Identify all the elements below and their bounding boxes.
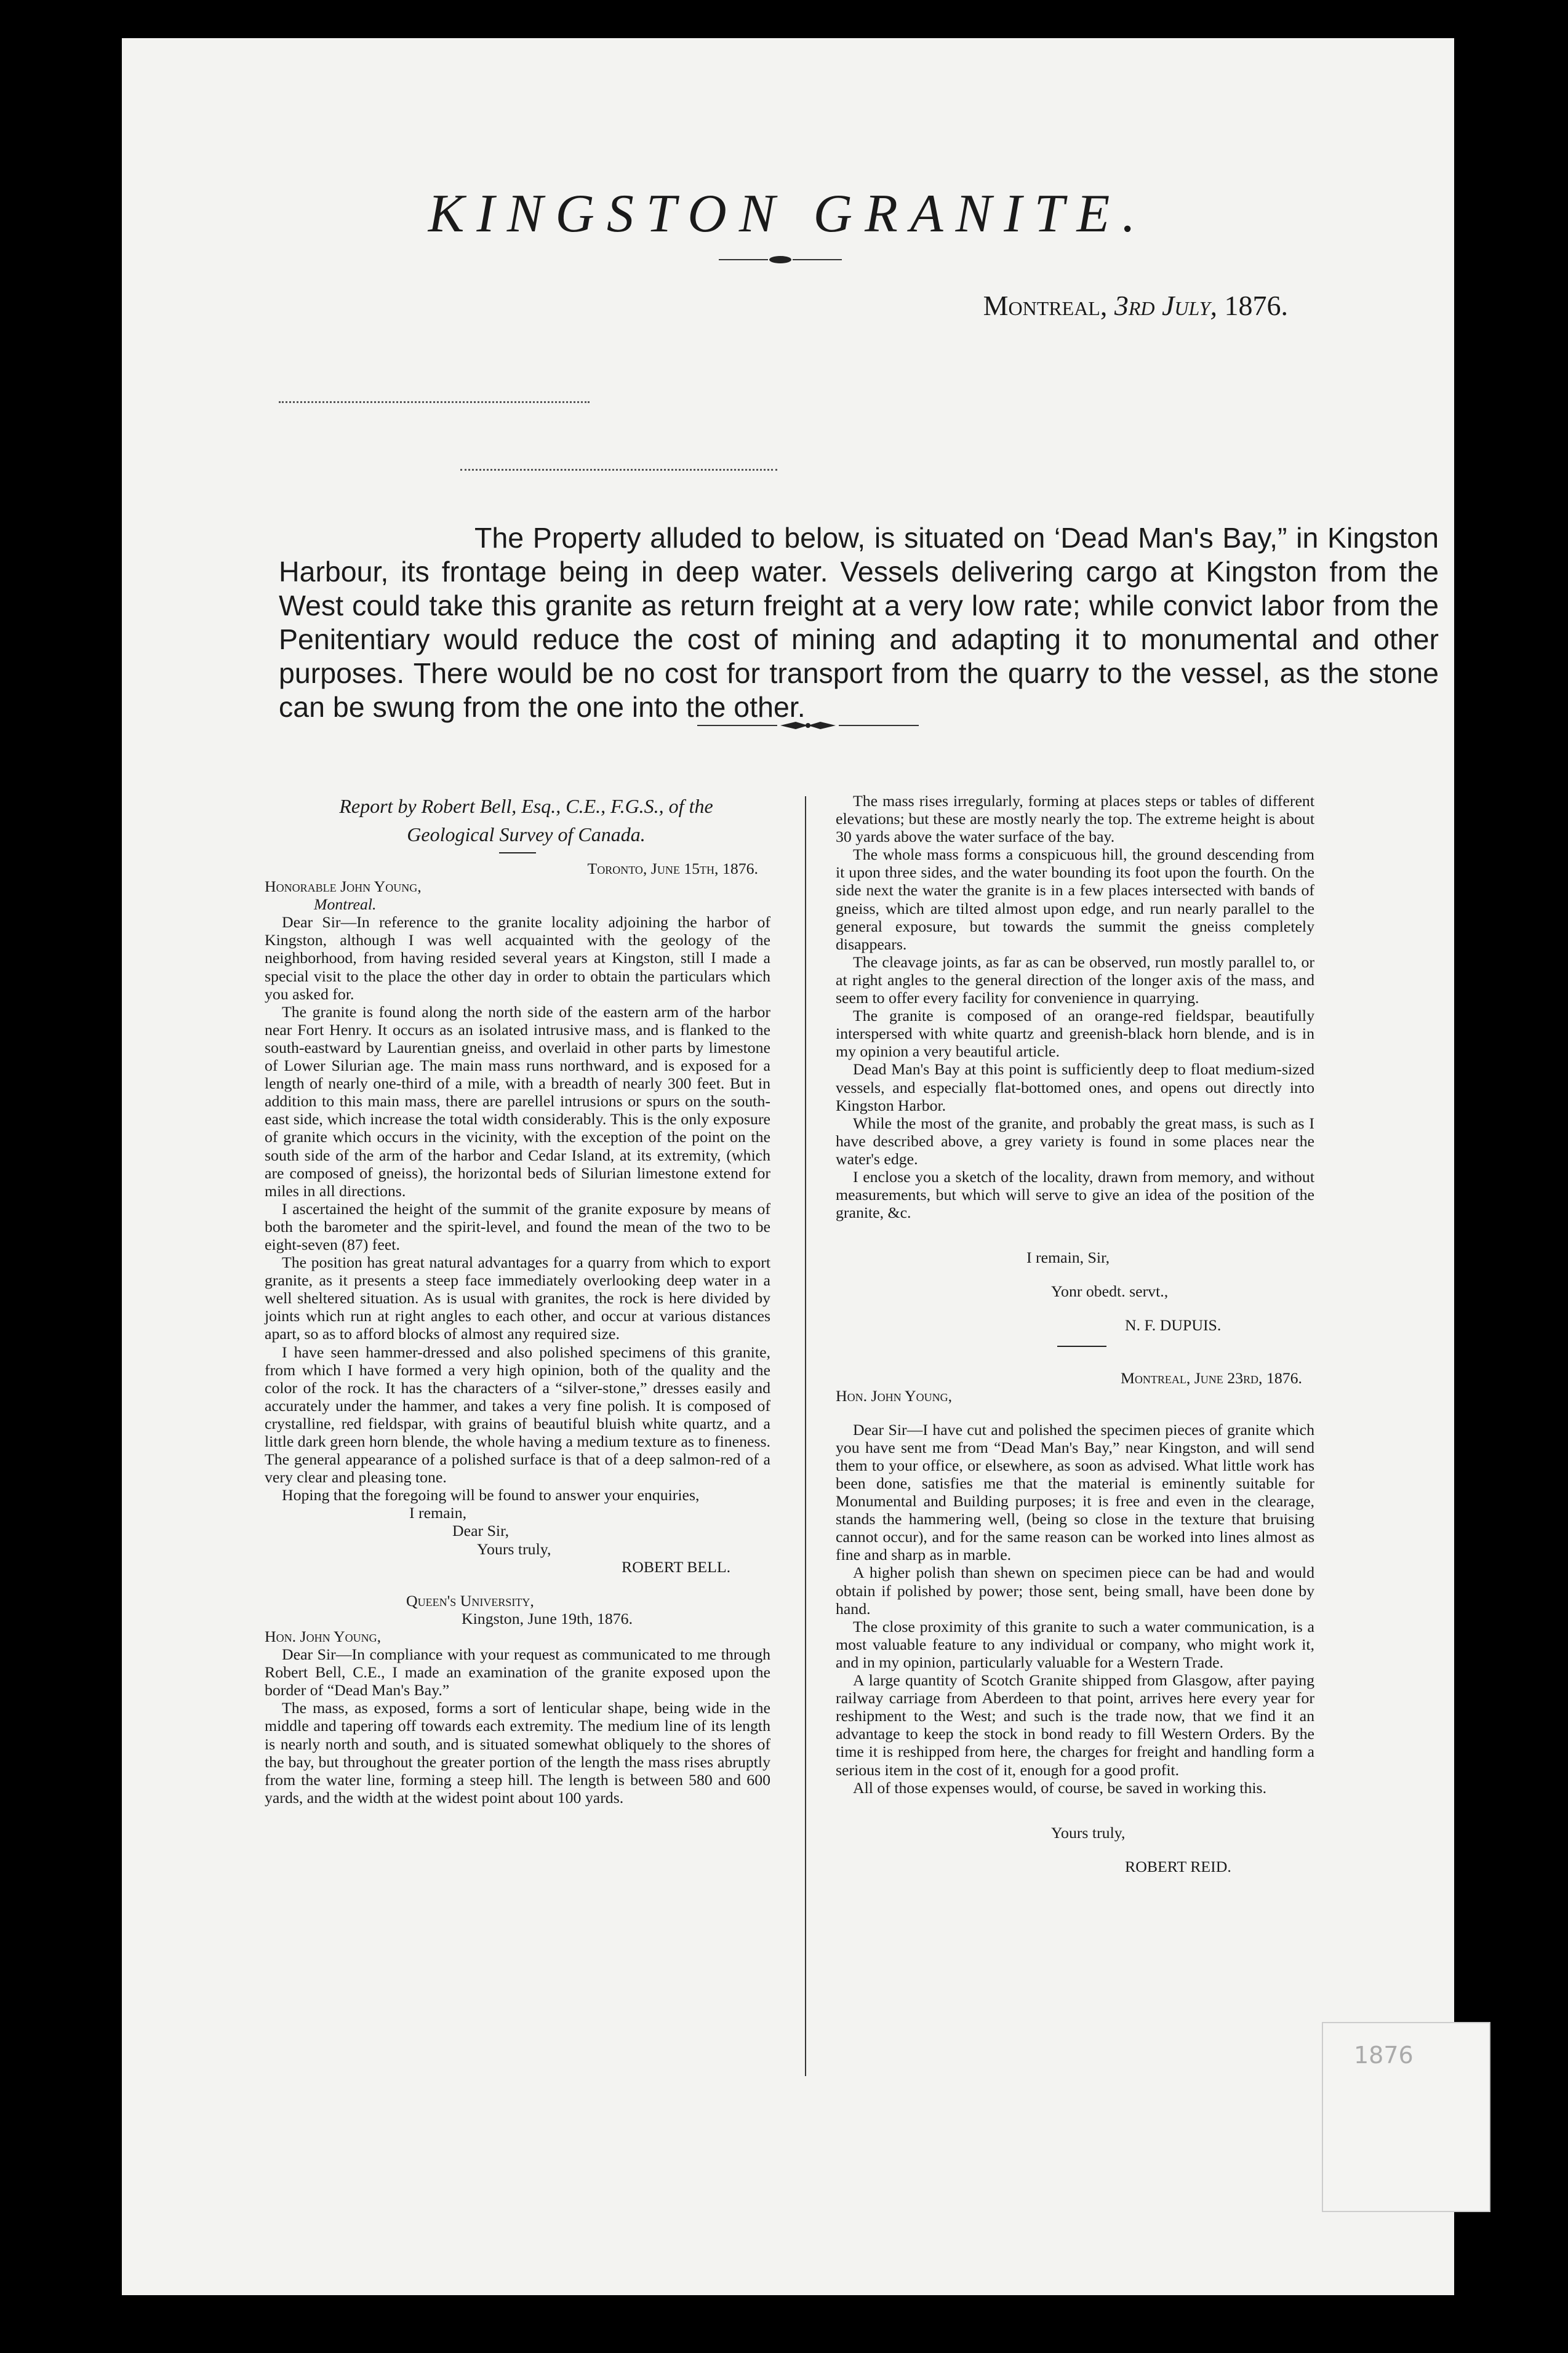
report-heading-line1: Report by Robert Bell, Esq., C.E., F.G.S., of the <box>339 795 713 817</box>
reid-paragraph: A higher polish than shewn on specimen piece can be had and would obtain if polished by power; those sent, being small, have been done by hand. <box>836 1564 1314 1618</box>
bell-paragraph: Dear Sir—In reference to the granite locality adjoining the harbor of Kingston, although I was well acquainted with the geology of the neighborhood, from having resided several years at Kingston, still I made a special visit to the place the other day in order to obtain the particulars which you asked for. <box>265 913 770 1003</box>
reid-place-date: Montreal, June 23rd, 1876. <box>1120 1368 1302 1387</box>
bell-paragraph: The position has great natural advantages for a quarry from which to export granite, as it presents a steep face immediately overlooking deep water in a well sheltered situation. As is usual with granites, the rock is here divided by joints which run at right angles to each other, and occur at various distances apart, so as to afford blocks of almost any required size. <box>265 1253 770 1343</box>
reid-paragraph: Dear Sir—I have cut and polished the specimen pieces of granite which you have sent me from “Dead Man's Bay,” near Kingston, and will send them to your office, or elsewhere, as soon as advised. What little work has been done, satisfies me that the material is eminently suitable for Monumental and Building purposes; it is free and even in the clearage, stands the hammering well, (being so close in the texture that bruising cannot occur), and for the same reason can be worked into lines almost as fine and sharp as in marble. <box>836 1420 1314 1564</box>
reid-paragraph: All of those expenses would, of course, be saved in working this. <box>853 1778 1267 1797</box>
dupuis-place: Queen's University, <box>406 1591 534 1610</box>
dupuis-closing: I remain, Sir, <box>1026 1248 1110 1267</box>
spacer <box>836 1842 1314 1858</box>
left-column <box>265 792 770 1807</box>
bell-paragraph: The granite is found along the north side of the eastern arm of the harbor near Fort Henry. It occurs as an isolated intrusive mass, and is flanked to the south-eastward by Laurentian gneiss, and overlaid in other parts by limestone of Lower Silurian age. The main mass runs northward, and is exposed for a length of nearly one-third of a mile, with a breadth of nearly 300 feet. But in addition to this main mass, there are parellel intrusions or spurs on the south-east side, which increase the total width considerably. This is the only exposure of granite which occurs in the vicinity, with the exception of the point on the south side of the arm of the harbor and Cedar Island, at its extremity, (which are composed of gneiss), the horizontal beds of Silurian limestone extend for miles in all directions. <box>265 1002 770 1200</box>
right-column <box>836 792 1314 1876</box>
dupuis-paragraph: Dear Sir—In compliance with your request as communicated to me through Robert Bell, C.E., I made an examination of the granite exposed upon the border of “Dead Man's Bay.” <box>265 1645 770 1700</box>
bell-place-date: Toronto, June 15th, 1876. <box>587 860 758 877</box>
page-title: KINGSTON GRANITE. <box>428 184 1148 244</box>
reid-paragraph: The close proximity of this granite to such a water communication, is a most valuable feature to any individual or company, who might work it, and in my opinion, particularly valuable for a Western Trade. <box>836 1617 1314 1671</box>
title-ornament <box>719 252 842 267</box>
spacer <box>836 1221 1314 1248</box>
dupuis-closing: Yonr obedt. servt., <box>1051 1282 1169 1301</box>
dupuis-paragraph: The whole mass forms a conspicuous hill, the ground descending from it upon three sides, and the water bounding its foot upon the fourth. On the side next the water the granite is in a few places intersected with bands of gneiss, which are tilted almost upon edge, and run nearly parallel to the general exposure, but towards the summit the gneiss completely disappears. <box>836 845 1314 953</box>
spacer <box>836 1405 1314 1421</box>
intro-paragraph: The Property alluded to below, is situated on ‘Dead Man's Bay,” in Kingston Harbour, its frontage being in deep water. Vessels delivering cargo at Kingston from the West could take this granite as return freight at a very low rate; while convict labor from the Penitentiary would reduce the cost of mining and adapting it to monumental and other purposes. There would be no cost for transport from the quarry to the vessel, as the stone can be swung from the one into the other. <box>279 522 1439 723</box>
address-dotted-line <box>460 469 777 471</box>
bell-paragraph: I have seen hammer-dressed and also polished specimens of this granite, from which I have formed a very high opinion, both of the quality and the color of the rock. It has the characters of a “silver-stone,” dresses easily and accurately under the hammer, and takes a very fine polish. It is composed of crystalline, red fieldspar, with grains of beautiful bluish white quartz, and a little dark green horn blende, the whole having a medium texture as to fineness. The general appearance of a polished surface is that of a deep salmon-red of a very clear and pleasing tone. <box>265 1343 770 1487</box>
dupuis-signature: N. F. DUPUIS. <box>1125 1316 1222 1335</box>
dupuis-place-date: Kingston, June 19th, 1876. <box>462 1609 633 1628</box>
report-heading-line2: Geological Survey of Canada. <box>407 823 646 845</box>
spacer <box>836 1797 1314 1824</box>
reid-addressee: Hon. John Young, <box>836 1386 953 1405</box>
archive-label-text: 1876 <box>1354 2042 1414 2069</box>
dateline-place: Montreal, <box>983 290 1108 321</box>
bell-addressee: Honorable John Young, <box>265 877 422 896</box>
dupuis-paragraph: The cleavage joints, as far as can be observed, run mostly parallel to, or at right angles to the general direction of the longer axis of the mass, and seem to offer every facility for convenience in quarrying. <box>836 953 1314 1007</box>
bell-signature: ROBERT BELL. <box>622 1557 731 1576</box>
letter-rule <box>1057 1346 1106 1347</box>
dateline-year: 1876. <box>1224 290 1288 321</box>
dupuis-paragraph: The mass, as exposed, forms a sort of lenticular shape, being wide in the middle and tapering off towards each extremity. The medium line of its length is nearly north and south, and is situated somewhat obliquely to the shores of the bay, but throughout the greater portion of the length the mass rises abruptly from the water line, forming a steep hill. The length is between 580 and 600 yards, and the width at the widest point about 100 yards. <box>265 1699 770 1807</box>
reid-paragraph: A large quantity of Scotch Granite shipped from Glasgow, after paying railway carriage from Aberdeen to that point, arrives here every year for reshipment to the West; and such is the trade now, that we find it an advantage to keep the stock in bond ready to fill Western Orders. By the time it is reshipped from here, the charges for freight and handling form a serious item in the cost of it, enough for a good profit. <box>836 1671 1314 1779</box>
reid-signature: ROBERT REID. <box>1125 1857 1231 1876</box>
dupuis-paragraph: The granite is composed of an orange-red fieldspar, beautifully interspersed with white quartz and greenish-black horn blende, and is in my opinion a very beautiful article. <box>836 1007 1314 1061</box>
dupuis-addressee: Hon. John Young, <box>265 1627 382 1645</box>
bell-closing: Yours truly, <box>477 1540 551 1558</box>
dupuis-paragraph: I enclose you a sketch of the locality, drawn from memory, and without measurements, but which will serve to give an idea of the position of the granite, &c. <box>836 1167 1314 1222</box>
bell-closing: I remain, <box>409 1504 467 1522</box>
dateline-date: 3rd July, <box>1114 290 1217 321</box>
reid-closing: Yours truly, <box>1051 1823 1126 1842</box>
address-dotted-line <box>279 401 590 403</box>
intro-ornament <box>697 718 919 733</box>
archive-label <box>1322 2022 1490 2212</box>
dupuis-paragraph: Dead Man's Bay at this point is sufficiently deep to float medium-sized vessels, and especially flat-bottomed ones, and opens out directly into Kingston Harbor. <box>836 1060 1314 1114</box>
document-page <box>122 38 1454 2295</box>
bell-closing: Dear Sir, <box>452 1522 510 1540</box>
spacer <box>836 1266 1314 1282</box>
dateline <box>983 289 1288 322</box>
bell-paragraph: Hoping that the foregoing will be found to answer your enquiries, <box>282 1486 700 1504</box>
spacer <box>265 1576 770 1592</box>
heading-rule <box>499 852 536 853</box>
dupuis-paragraph: The mass rises irregularly, forming at places steps or tables of different elevations; but these are mostly nearly the top. The extreme height is about 30 yards above the water surface of the bay. <box>836 792 1314 846</box>
bell-paragraph: I ascertained the height of the summit of the granite exposure by means of both the barometer and the spirit-level, and found the mean of the two to be eight-seven (87) feet. <box>265 1199 770 1253</box>
bell-addressee-city: Montreal. <box>314 895 377 914</box>
dupuis-paragraph: While the most of the granite, and probably the great mass, is such as I have described above, a grey variety is found in some places near the water's edge. <box>836 1114 1314 1168</box>
spacer <box>836 1300 1314 1316</box>
column-divider <box>805 796 806 2076</box>
